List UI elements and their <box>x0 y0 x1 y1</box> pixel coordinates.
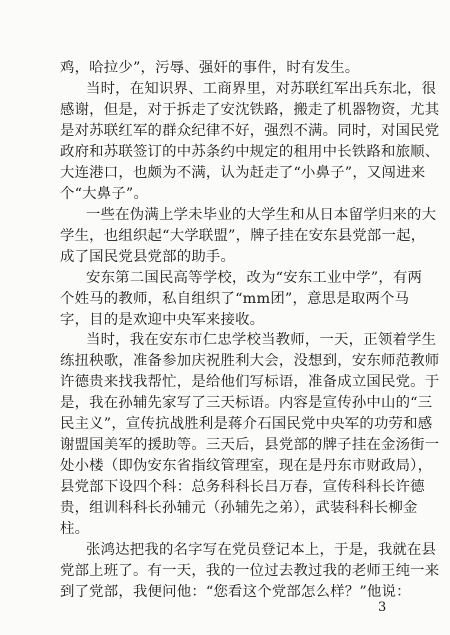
text-line: 党部上班了。有一天，我的一位过去教过我的老师王纯一来 <box>60 563 440 580</box>
text-line: 练扭秧歌，准备参加庆祝胜利大会，没想到，安东师范教师 <box>60 353 440 370</box>
text-line: 民主义”，宣传抗战胜利是蒋介石国民党中央军的功劳和感 <box>60 416 433 433</box>
text-line: 大连港口，也颇为不满，认为赶走了“小鼻子”，又闯进来 <box>60 164 426 181</box>
text-line: 一些在伪满上学未毕业的大学生和从日本留学归来的大 <box>86 206 437 223</box>
text-line: 贵，组训科科长孙辅元（孙辅先之弟），武装科科长柳金 <box>60 500 418 517</box>
text-line: 县党部下设四个科：总务科科长吕万春，宣传科科长许德 <box>60 479 425 496</box>
text-line: 鸡，哈拉少”，污辱、强奸的事件，时有发生。 <box>60 60 360 76</box>
text-line: 成了国民党县党部的助手。 <box>60 248 236 265</box>
text-line: 当时，我在安东市仁忠学校当教师，一天，正领着学生 <box>86 332 437 349</box>
text-line: 个“大鼻子”。 <box>60 185 149 202</box>
text-line: 许德贵来找我帮忙，是给他们写标语，准备成立国民党。于 <box>60 374 440 391</box>
page-number: 3 <box>378 600 387 615</box>
text-line: 政府和苏联签订的中苏条约中规定的租用中长铁路和旅顺、 <box>60 143 440 160</box>
text-line: 感谢，但是，对于拆走了安沈铁路，搬走了机器物资，尤其 <box>60 101 440 118</box>
text-line: 是，我在孙辅先家写了三天标语。内容是宣传孙中山的“三 <box>60 395 433 412</box>
text-line: 当时，在知识界、工商界里，对苏联红军出兵东北，很 <box>86 80 437 97</box>
text-line: 到了党部，我便问他：“您看这个党部怎么样？”他说： <box>60 584 411 600</box>
text-line: 张鸿达把我的名字写在党员登记本上，于是，我就在县 <box>86 542 437 559</box>
text-line: 字，目的是欢迎中央军来接收。 <box>60 311 265 328</box>
text-line: 处小楼（即伪安东省指纹管理室，现在是丹东市财政局）， <box>60 458 433 475</box>
text-line: 学生，也组织起“大学联盟”，牌子挂在安东县党部一起， <box>60 227 426 244</box>
text-line: 安东第二国民高等学校，改为“安东工业中学”，有两 <box>86 269 423 286</box>
text-line: 个姓马的教师，私自组织了“mm团”，意思是取两个马 <box>60 290 410 307</box>
text-line: 是对苏联红军的群众纪律不好，强烈不满。同时，对国民党 <box>60 122 440 139</box>
text-line: 柱。 <box>60 521 90 538</box>
text-line: 谢盟国美军的援助等。三天后，县党部的牌子挂在金汤街一 <box>60 437 440 454</box>
